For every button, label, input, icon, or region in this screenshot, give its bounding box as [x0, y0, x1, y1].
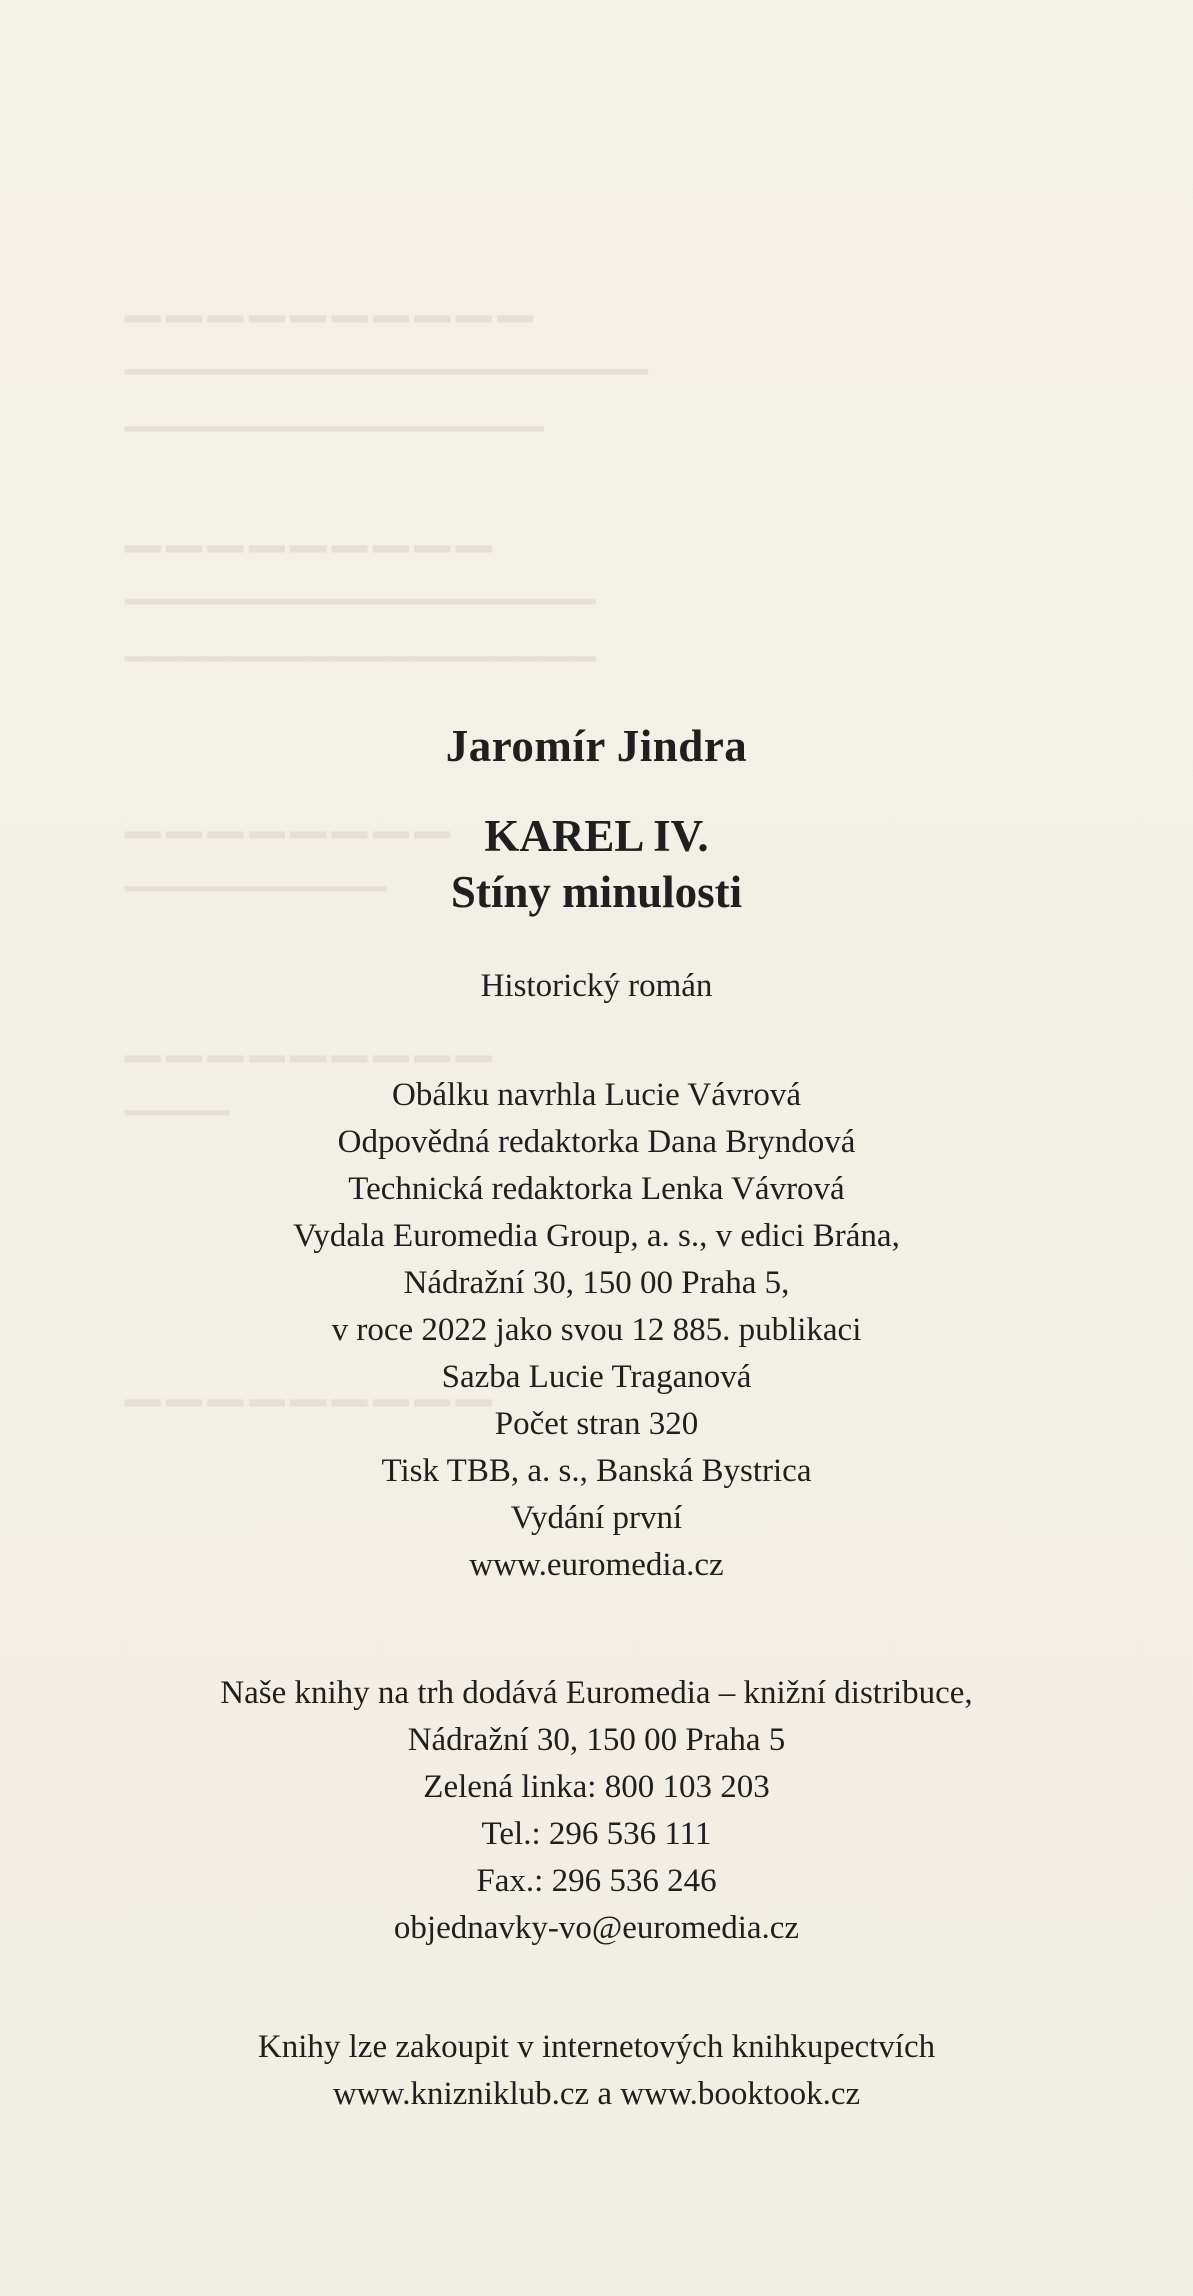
book-author: Jaromír Jindra — [445, 721, 748, 771]
credit-line-edition: Vydání první — [510, 1500, 683, 1536]
distribution-line-phone: Tel.: 296 536 111 — [481, 1816, 712, 1852]
credit-line-cover: Obálku navrhla Lucie Vávrová — [392, 1077, 801, 1113]
bleed-through-heading: ▁▁▁▁▁▁▁▁ — [125, 786, 457, 837]
bleed-through-line: ▁▁▁▁ — [125, 1078, 230, 1115]
credit-line-website: www.euromedia.cz — [469, 1547, 724, 1583]
purchase-info — [0, 2024, 1193, 2118]
credit-line-publisher: Vydala Euromedia Group, a. s., v edici Brána, — [293, 1218, 900, 1254]
credit-line-technical-editor: Technická redaktorka Lenka Vávrová — [348, 1171, 845, 1207]
bleed-through-line: ▁▁▁▁▁▁▁▁▁▁ — [125, 854, 387, 891]
bleed-through-line: ▁▁▁▁▁▁▁▁▁▁▁▁▁▁▁▁▁▁▁▁ — [125, 337, 648, 374]
book-genre: Historický román — [480, 968, 713, 1004]
purchase-line-intro: Knihy lze zakoupit v internetových knihkupectvích — [257, 2029, 936, 2065]
bleed-through-heading: ▁▁▁▁▁▁▁▁▁ — [125, 1354, 498, 1405]
book-subtitle: Stíny minulosti — [450, 867, 743, 917]
credit-line-publisher-address: Nádražní 30, 150 00 Praha 5, — [403, 1265, 790, 1301]
credit-line-typesetting: Sazba Lucie Traganová — [441, 1359, 752, 1395]
book-title: KAREL IV. — [484, 811, 709, 861]
bleed-through-line: ▁▁▁▁▁▁▁▁▁▁▁▁▁▁▁▁ — [125, 394, 544, 431]
distribution-line-email: objednavky-vo@euromedia.cz — [393, 1910, 800, 1946]
bleed-through-line: ▁▁▁▁▁▁▁▁▁▁▁▁▁▁▁▁▁▁ — [125, 624, 596, 661]
publication-credits — [0, 1072, 1193, 1589]
credit-line-printer: Tisk TBB, a. s., Banská Bystrica — [381, 1453, 812, 1489]
bleed-through-heading: ▁▁▁▁▁▁▁▁▁ — [125, 500, 498, 551]
distribution-line-fax: Fax.: 296 536 246 — [476, 1863, 717, 1899]
bleed-through-heading: ▁▁▁▁▁▁▁▁▁ — [125, 1010, 498, 1061]
credit-line-page-count: Počet stran 320 — [494, 1406, 699, 1442]
credit-line-publication-number: v roce 2022 jako svou 12 885. publikaci — [331, 1312, 862, 1348]
purchase-line-shops: www.knizniklub.cz a www.booktook.cz — [332, 2076, 861, 2112]
bleed-through-line: ▁▁▁▁▁▁▁▁▁▁▁▁▁▁▁▁▁▁ — [125, 567, 596, 604]
distribution-info — [0, 1670, 1193, 1952]
credit-line-editor: Odpovědná redaktorka Dana Bryndová — [337, 1124, 856, 1160]
distribution-line-hotline: Zelená linka: 800 103 203 — [423, 1769, 770, 1805]
bleed-through-heading: ▁▁▁▁▁▁▁▁▁▁ — [125, 270, 539, 321]
distribution-line-distributor: Naše knihy na trh dodává Euromedia – knižní distribuce, — [220, 1675, 973, 1711]
distribution-line-address: Nádražní 30, 150 00 Praha 5 — [407, 1722, 786, 1758]
